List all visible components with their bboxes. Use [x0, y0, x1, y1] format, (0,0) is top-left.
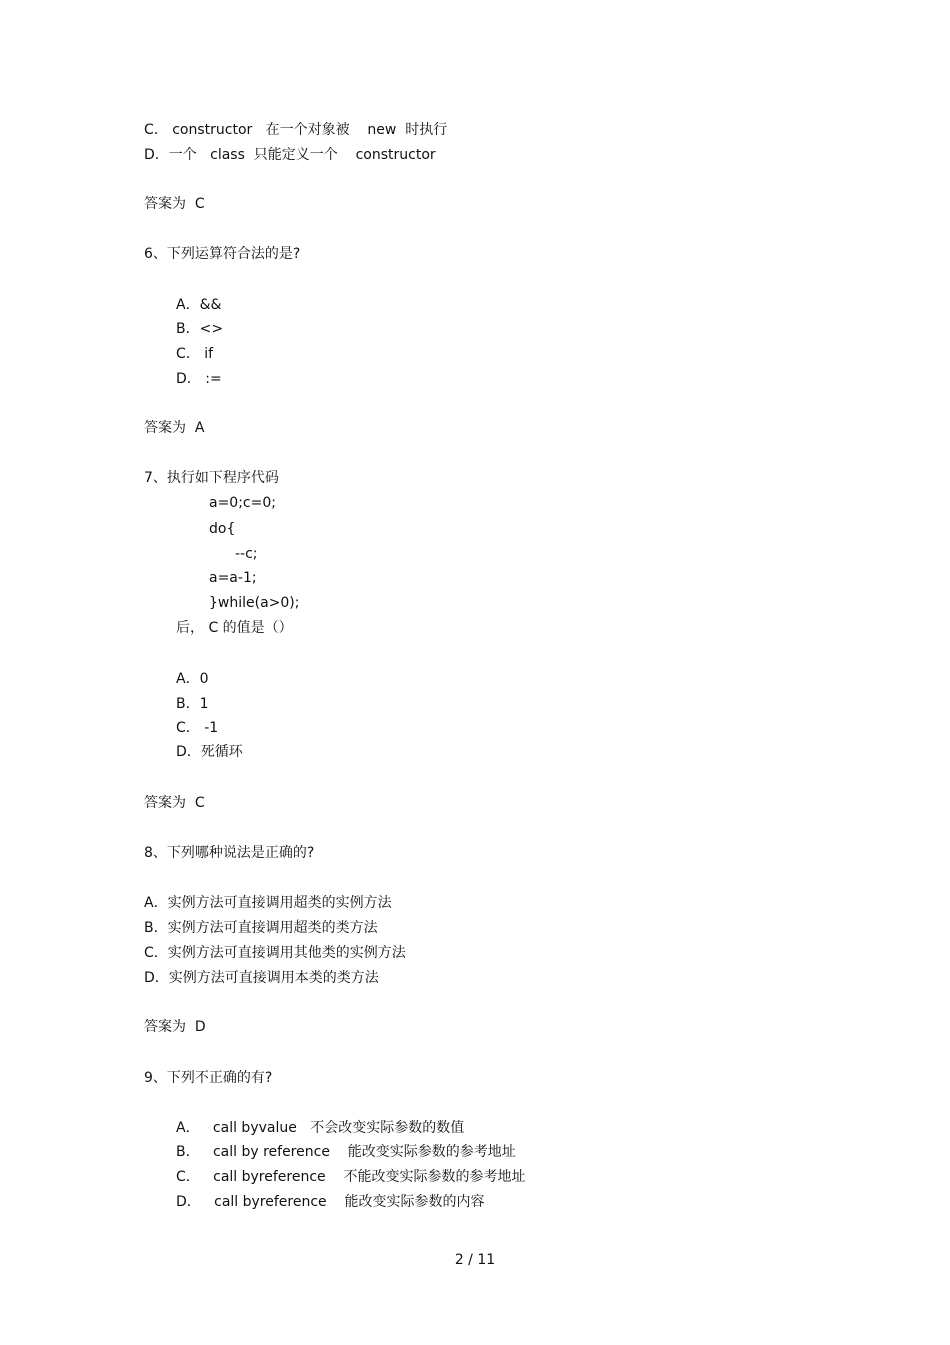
q8-option-d: D．实例方法可直接调用本类的类方法 — [144, 970, 379, 986]
q9-question: 9、下列不正确的有? — [144, 1070, 273, 1086]
q7-answer: 答案为 C — [144, 795, 205, 811]
q7-question: 7、执行如下程序代码 — [144, 470, 279, 486]
q5-answer: 答案为 C — [144, 196, 205, 212]
q7-option-c: C． -1 — [176, 720, 219, 736]
q7-option-d: D．死循环 — [176, 744, 243, 760]
q5-option-c: C． constructor 在一个对象被 new 时执行 — [144, 122, 448, 138]
q9-option-d: D． call byreference 能改变实际参数的内容 — [176, 1194, 485, 1210]
q8-option-a: A．实例方法可直接调用超类的实例方法 — [144, 895, 392, 911]
q6-option-a: A．&& — [176, 297, 222, 313]
q8-answer: 答案为 D — [144, 1019, 206, 1035]
q7-option-a: A．0 — [176, 671, 209, 687]
q6-question: 6、下列运算符合法的是? — [144, 246, 301, 262]
q9-option-a: A． call byvalue 不会改变实际参数的数值 — [176, 1120, 465, 1136]
q7-option-b: B．1 — [176, 696, 209, 712]
q7-code-line: a=0;c=0; — [209, 495, 276, 511]
q6-option-d: D． := — [176, 371, 222, 387]
q7-code-line: a=a-1; — [209, 570, 257, 586]
q8-question: 8、下列哪种说法是正确的? — [144, 845, 315, 861]
q7-code-line: }while(a>0); — [209, 595, 300, 611]
q9-option-c: C． call byreference 不能改变实际参数的参考地址 — [176, 1169, 526, 1185]
q9-option-b: B． call by reference 能改变实际参数的参考地址 — [176, 1144, 516, 1160]
q6-option-b: B．<> — [176, 321, 224, 337]
q7-code-line: --c; — [235, 546, 258, 562]
q6-option-c: C． if — [176, 346, 214, 362]
q7-code-line: do{ — [209, 521, 236, 537]
q5-option-d: D．一个 class 只能定义一个 constructor — [144, 147, 436, 163]
q6-answer: 答案为 A — [144, 420, 205, 436]
q8-option-b: B．实例方法可直接调用超类的类方法 — [144, 920, 378, 936]
page-number: 2 / 11 — [454, 1252, 496, 1268]
q8-option-c: C．实例方法可直接调用其他类的实例方法 — [144, 945, 406, 961]
q7-question-tail: 后， C 的值是（） — [176, 620, 293, 636]
